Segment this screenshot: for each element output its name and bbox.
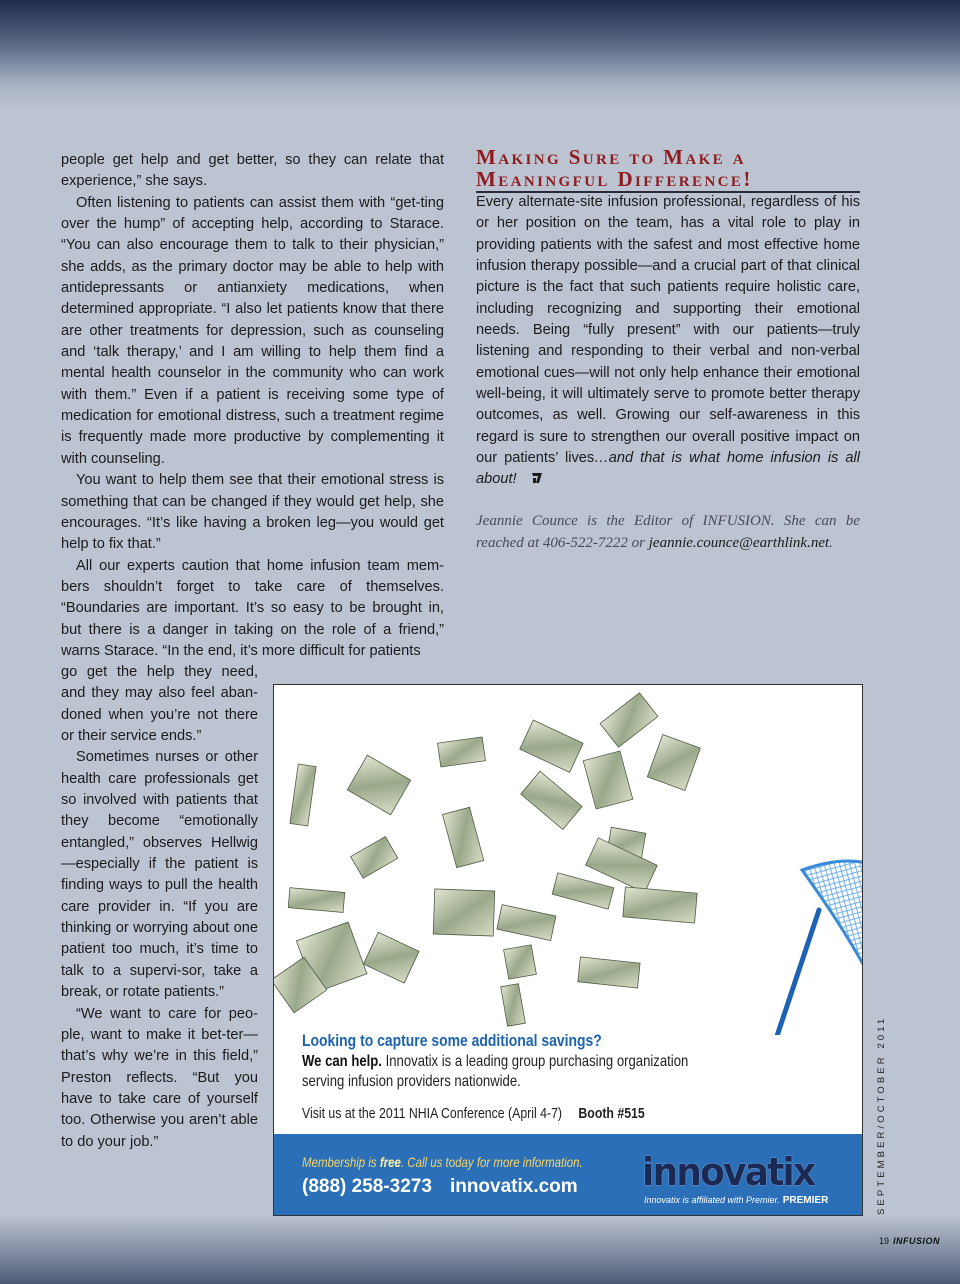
paragraph: go get the help they need, and they may also feel aban-doned when you’re not there or their service ends.” [61, 664, 258, 745]
butterfly-net-icon [744, 861, 863, 1035]
booth-number: Booth #515 [578, 1105, 645, 1122]
right-column [476, 192, 860, 491]
affiliation-note: Innovatix is affiliated with Premier. PREMIER [644, 1195, 829, 1206]
left-column-top [61, 150, 444, 662]
ad-conference-info: Visit us at the 2011 NHIA Conference (April 4-7) Booth #515 [302, 1105, 645, 1122]
end-mark-icon [531, 472, 543, 484]
author-email-link[interactable]: jeannie.counce@earthlink.net [648, 534, 830, 551]
paragraph: people get help and get better, so they can relate that experience,” she says. [61, 152, 444, 190]
flying-money-illustration [274, 685, 863, 1035]
paragraph: Sometimes nurses or other health care professionals get so involved with patients that they become “emotionally entangled,” observes Hellwig—especially if the patient is finding ways to pull the health care provider in. “If you are thinking or worrying about one patient too much, it’s time to talk to a supervi-sor, take a break, or rotate patients.” [61, 749, 258, 1001]
premier-logo: PREMIER [782, 1195, 829, 1206]
section-heading [476, 146, 860, 193]
paragraph: You want to help them see that their emotional stress is something that can be changed if they would get help, she encourages. “It’s like having a broken leg—you would get help to fix that.” [61, 472, 444, 553]
ad-headline: Looking to capture some additional savings? [302, 1031, 602, 1050]
body-text: Every alternate-site infusion professional, regardless of his or her position on the team, has a vital role to play in providing patients with the safest and most effective home infusion therapy possible—and a crucial part of that clinical picture is the fact that such patients require holistic care, including recognizing and supporting their emotional needs. Being “fully present” with our patients—truly listening and responding to their verbal and non-verbal emotional cues—will not only help enhance their emotional well-being, it will ultimately serve to promote better therapy outcomes, as well. Growing our self-awareness in this regard is sure to strengthen our overall positive impact on our patients’ lives [476, 194, 860, 467]
innovatix-logo: innovatix [642, 1150, 815, 1194]
body-end-italic: …and that is what home infusion is all about! [476, 450, 860, 488]
left-column-narrow [61, 662, 258, 1153]
page-footer [879, 1236, 940, 1246]
dollar-bills [274, 693, 700, 1026]
ad-contact-bar [274, 1134, 863, 1216]
issue-date: SEPTEMBER/OCTOBER 2011 [876, 1015, 887, 1215]
page-number: 19 [879, 1236, 890, 1246]
author-credit: Jeannie Counce is the Editor of INFUSION. She can be reached at 406-522-7222 or jeannie.counce@earthlink.net. [476, 513, 860, 551]
innovatix-advertisement[interactable] [273, 684, 863, 1216]
magazine-name: INFUSION [893, 1236, 941, 1246]
ad-body: We can help. Innovatix is a leading group purchasing organization serving infusion providers nationwide. [302, 1053, 689, 1090]
paragraph: All our experts caution that home infusion team mem-bers shouldn’t forget to take care of themselves. “Boundaries are important. It’s so easy to be brought in, but there is a danger in taking on the role of a friend,” warns Starace. “In the end, it’s more difficult for patients [61, 557, 444, 659]
paragraph: Often listening to patients can assist them with “get-ting over the hump” of accepting help, according to Starace. “You can also encourage them to talk to their physician,” she adds, as the primary doctor may be able to help with antidepressants or antianxiety medications, when determined appropriate. “I also let patients know that there are other treatments for depression, such as counseling and ‘talk therapy,’ and I am willing to help them find a mental health counselor in the community who can work with them.” Even if a patient is receiving some type of medication for emotional distress, such a treatment regime is frequently made more productive by complementing it with counseling. [61, 194, 444, 467]
heading-line: Making Sure to Make a [476, 145, 746, 169]
ad-website-link[interactable]: innovatix.com [449, 1176, 578, 1197]
membership-note: Membership is free. Call us today for more information. [302, 1154, 583, 1170]
paragraph [476, 192, 860, 491]
ad-phone-number[interactable]: (888) 258-3273 innovatix.com [302, 1176, 578, 1197]
paragraph: “We want to care for peo-ple, want to make it bet-ter—that’s why we’re in this field,” Preston reflects. “But you have to take care of yourself too. Otherwise you aren’t able to do your job.” [61, 1005, 258, 1150]
heading-line: Meaningful Difference! [476, 167, 753, 191]
